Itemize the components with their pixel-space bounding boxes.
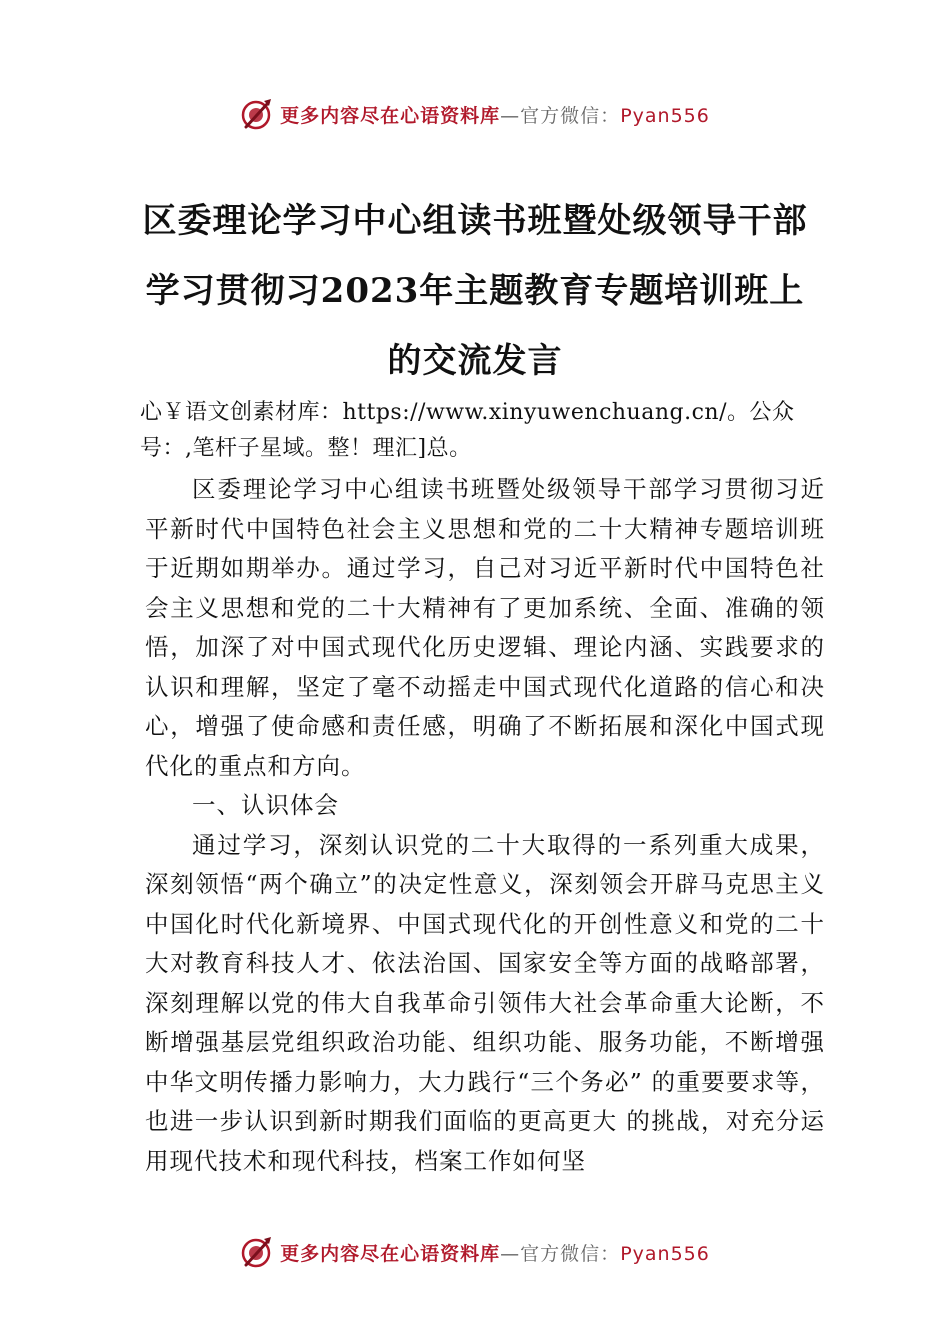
brush-logo-icon — [240, 97, 274, 131]
banner-wechat-label: 官方微信： — [520, 1242, 621, 1265]
banner-text — [280, 101, 710, 128]
section-heading: 一、认识体会 — [192, 791, 339, 819]
banner-brand: 更多内容尽在心语资料库 — [280, 1242, 501, 1265]
banner-dash: — — [500, 1242, 521, 1265]
footer-banner — [0, 1230, 950, 1274]
brush-logo-icon — [240, 1235, 274, 1269]
banner-wechat-label: 官方微信： — [520, 104, 621, 127]
banner-wechat-id: Pyan556 — [620, 1242, 710, 1265]
document-body — [145, 470, 825, 1181]
paragraph-understanding: 通过学习，深刻认识党的二十大取得的一系列重大成果，深刻领悟“两个确立”的决定性意义，深刻领会开辟马克思主义中国化时代化新境界、中国式现代化的开创性意义和党的二十大对教育科技人才、依法治国、国家安全等方面的战略部署，深刻理解以党的伟大自我革命引领伟大社会革命重大论断，不断增强基层党组织政治功能、组织功能、服务功能，不断增强中华文明传播力影响力，大力践行“三个务必” 的重要要求等，也进一步认识到新时期我们面临的更高更大 的挑战，对充分运用现代技术和现代科技，档案工作如何坚 — [145, 830, 825, 1175]
banner-brand: 更多内容尽在心语资料库 — [280, 104, 501, 127]
paragraph-intro: 区委理论学习中心组读书班暨处级领导干部学习贯彻习近平新时代中国特色社会主义思想和党的二十大精神专题培训班于近期如期举办。通过学习，自己对习近平新时代中国特色社会主义思想和党的二十大精神有了更加系统、全面、准确的领悟，加深了对中国式现代化历史逻辑、理论内涵、实践要求的认识和理解，坚定了毫不动摇走中国式现代化道路的信心和决心，增强了使命感和责任感，明确了不断拓展和深化中国式现代化的重点和方向。 — [145, 475, 825, 780]
banner-dash: — — [500, 104, 521, 127]
source-line: 心￥语文创素材库：https://www.xinyuwenchuang.cn/。公众号：,笔杆子星域。整！理汇]总。 — [140, 400, 795, 461]
header-banner — [0, 92, 950, 136]
document-title: 区委理论学习中心组读书班暨处级领导干部学习贯彻习2023年主题教育专题培训班上的交流发言 — [142, 201, 808, 381]
banner-text — [280, 1239, 710, 1266]
banner-wechat-id: Pyan556 — [620, 104, 710, 127]
